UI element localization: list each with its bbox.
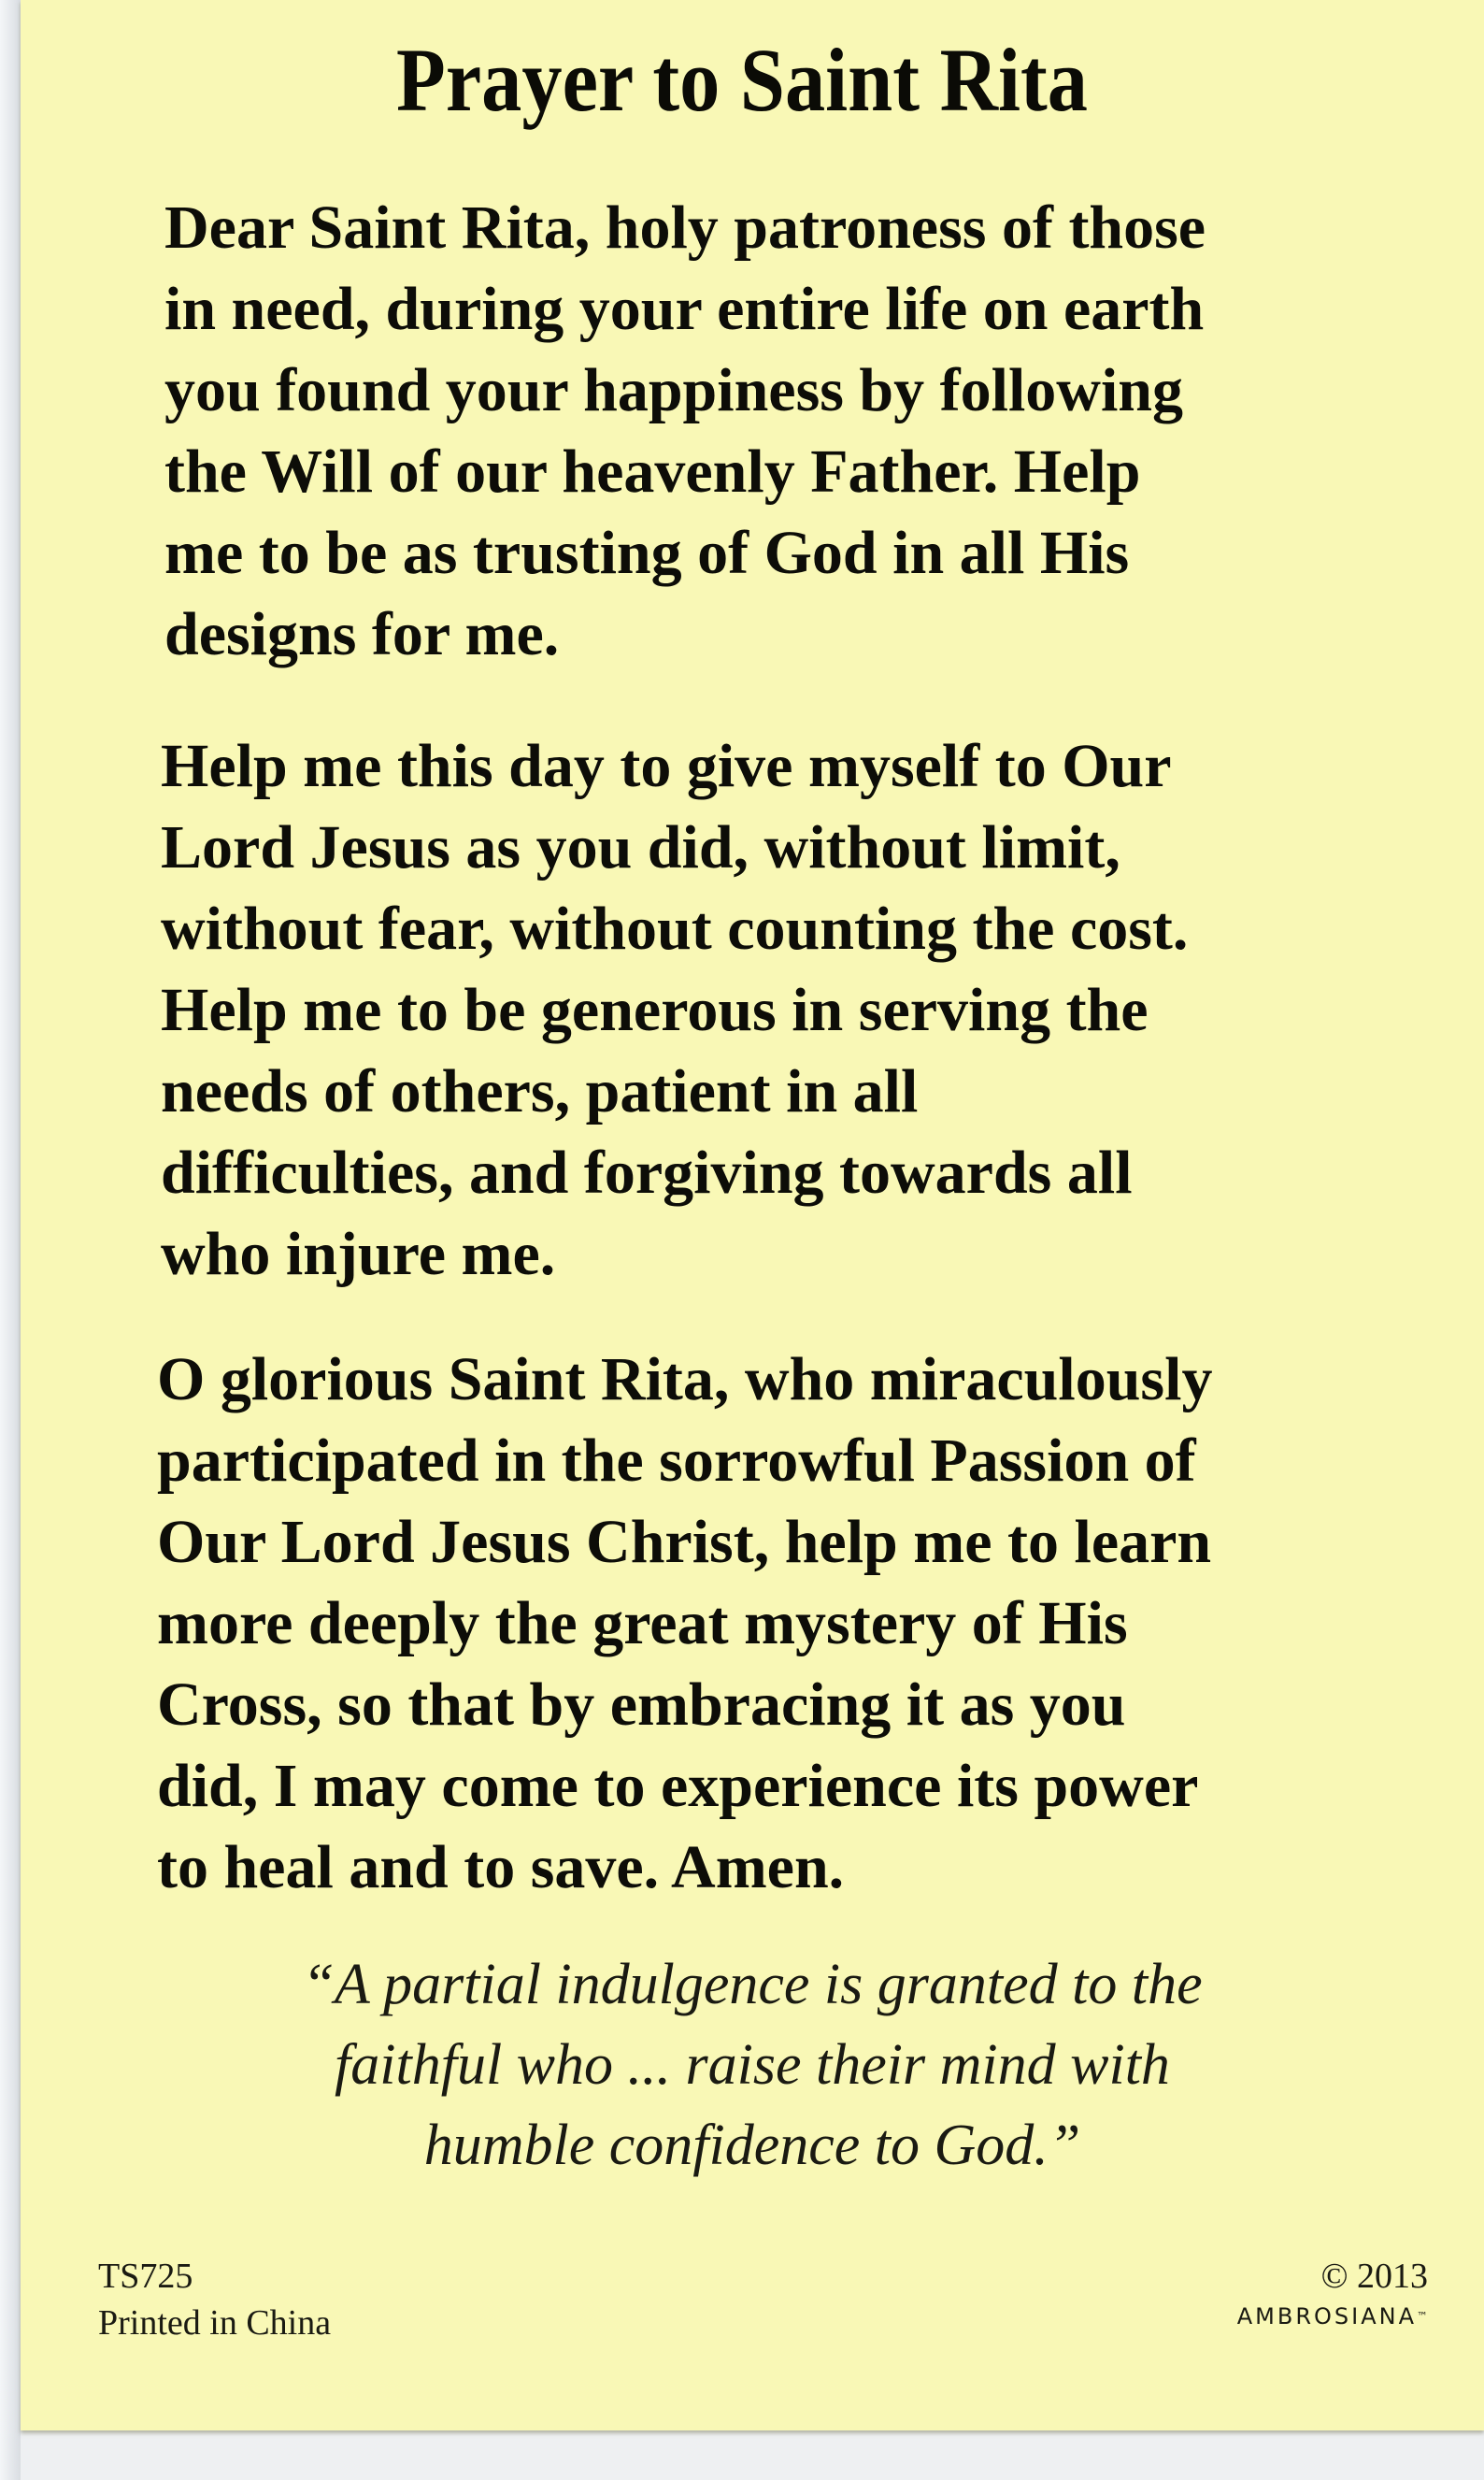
text-line: designs for me. [164,600,560,668]
text-line: Dear Saint Rita, holy patroness of those [164,194,1206,262]
brand-logo [1237,2300,1428,2333]
footer-right [1237,2253,1428,2333]
copyright: © 2013 [1320,2257,1428,2296]
text-line: difficulties, and forgiving towards all [161,1139,1133,1207]
text-line: did, I may come to experience its power [157,1752,1199,1820]
brand-name: AMBROSIANA [1236,2303,1417,2329]
text-line: you found your happiness by following [164,356,1183,424]
text-line: in need, during your entire life on earth [164,275,1205,343]
quote-line: faithful who ... raise their mind with [335,2033,1170,2097]
product-code: TS725 [98,2257,193,2296]
text-line: more deeply the great mystery of His [157,1589,1128,1657]
printed-in: Printed in China [98,2303,332,2343]
footer-left [98,2253,331,2346]
text-line: needs of others, patient in all [161,1057,919,1125]
quote-line: “A partial indulgence is granted to the [302,1953,1203,2016]
text-line: who injure me. [161,1220,556,1288]
paragraph-2 [161,725,1188,1295]
page-title: Prayer to Saint Rita [396,30,1088,130]
paragraph-1 [164,187,1206,675]
text-line: participated in the sorrowful Passion of [157,1426,1196,1495]
text-line: Help me this day to give myself to Our [161,732,1172,800]
text-line: Lord Jesus as you did, without limit, [161,813,1120,882]
paragraph-3 [157,1339,1212,1908]
text-line: me to be as trusting of God in all His [164,519,1130,587]
text-line: O glorious Saint Rita, who miraculously [157,1345,1213,1413]
text-line: Cross, so that by embracing it as you [157,1670,1126,1739]
text-line: Our Lord Jesus Christ, help me to learn [157,1508,1212,1576]
text-line: Help me to be generous in serving the [161,976,1149,1044]
quote-line: humble confidence to God.” [423,2114,1081,2177]
trademark: ™ [1417,2310,1428,2323]
text-line: the Will of our heavenly Father. Help [164,437,1141,506]
text-line: to heal and to save. Amen. [157,1833,845,1901]
indulgence-quote [0,1944,1484,2186]
text-line: without fear, without counting the cost. [161,895,1189,963]
